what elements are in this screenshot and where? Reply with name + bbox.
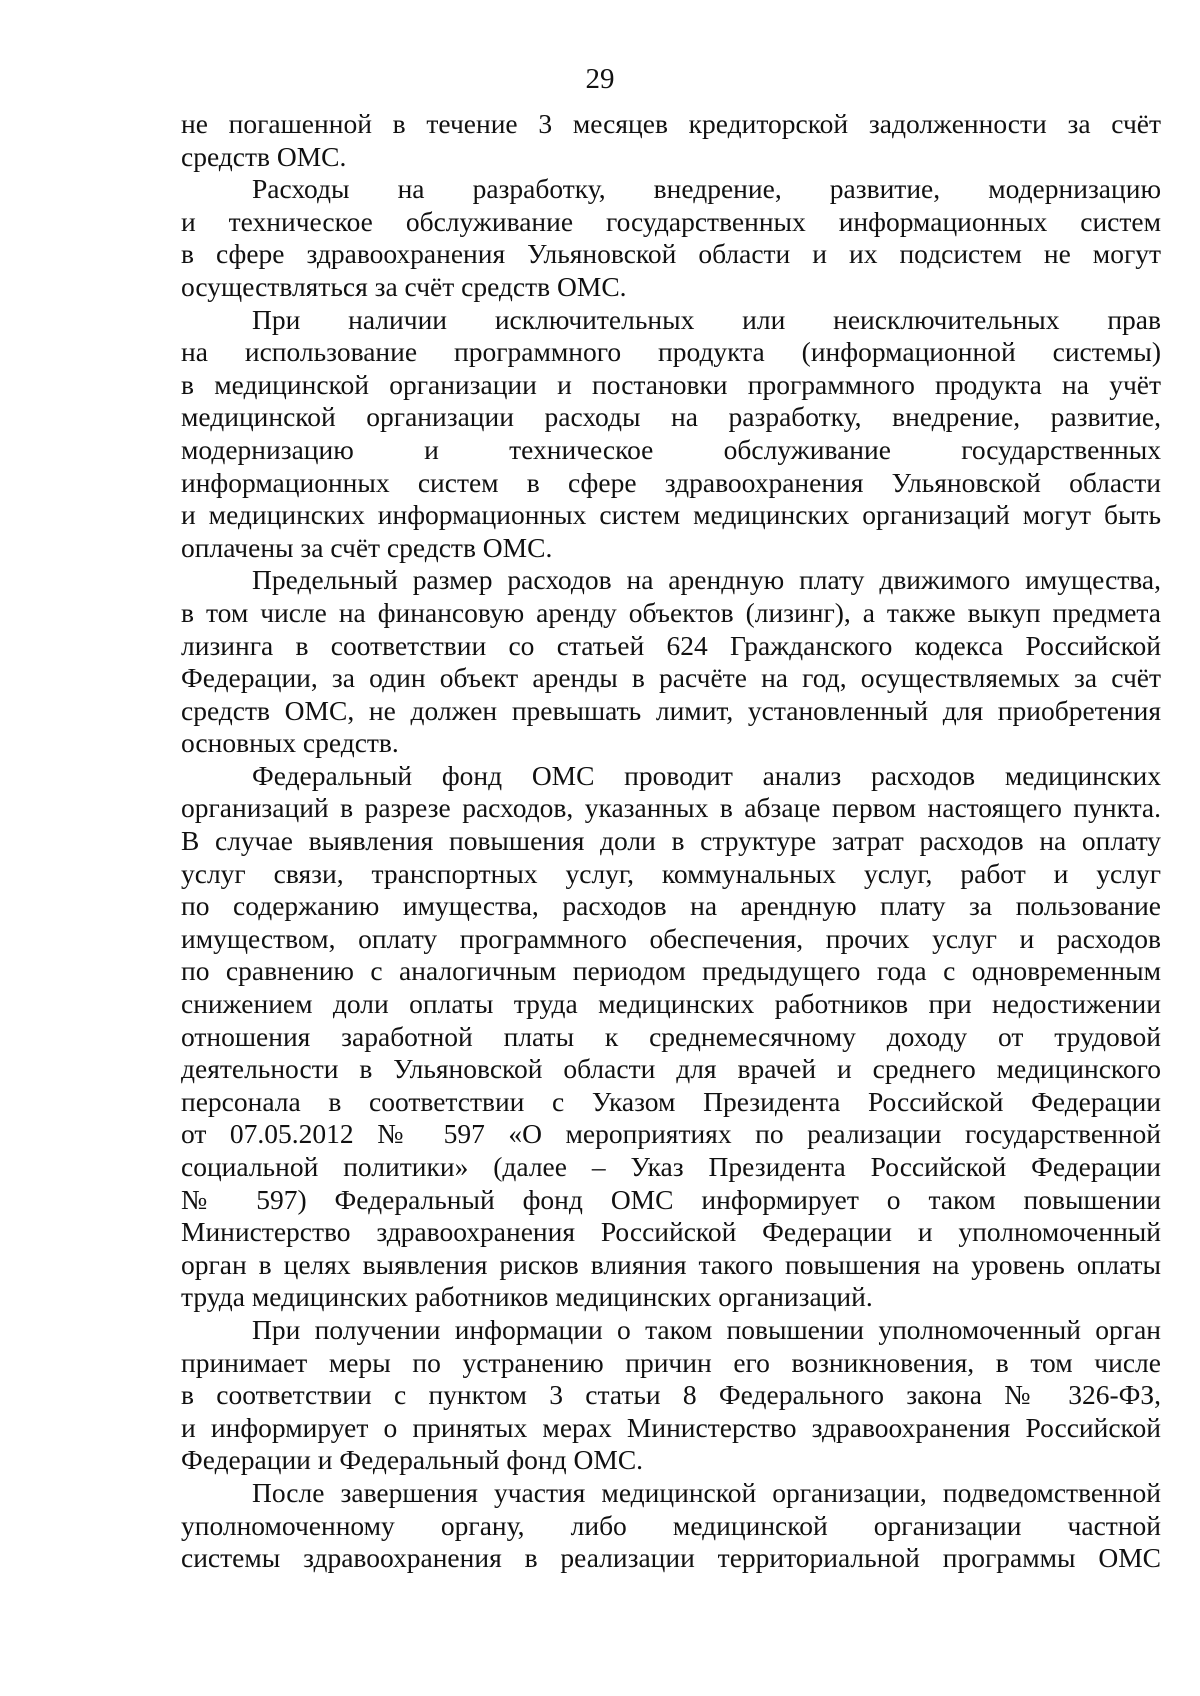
- paragraph: [181, 564, 1161, 760]
- text-line: и техническое обслуживание государственных информационных систем: [181, 205, 1161, 237]
- text-line: основных средств.: [181, 727, 399, 759]
- text-line: Федерации и Федеральный фонд ОМС.: [181, 1444, 644, 1476]
- text-line: деятельности в Ульяновской области для врачей и среднего медицинского: [181, 1053, 1161, 1085]
- text-line: орган в целях выявления рисков влияния такого повышения на уровень оплаты: [181, 1248, 1161, 1280]
- text-line: Федерации, за один объект аренды в расчёте на год, осуществляемых за счёт: [181, 662, 1161, 694]
- text-line: № 597) Федеральный фонд ОМС информирует о таком повышении: [181, 1183, 1161, 1215]
- text-line: снижением доли оплаты труда медицинских работников при недостижении: [181, 988, 1161, 1020]
- text-line: в том числе на финансовую аренду объектов (лизинг), а также выкуп предмета: [181, 596, 1161, 628]
- paragraph: [181, 1314, 1161, 1477]
- text-line: и информирует о принятых мерах Министерство здравоохранения Российской: [181, 1411, 1161, 1443]
- text-line: лизинга в соответствии со статьей 624 Гражданского кодекса Российской: [181, 629, 1161, 661]
- text-line: системы здравоохранения в реализации территориальной программы ОМС: [181, 1542, 1161, 1574]
- text-line: При наличии исключительных или неисключительных прав: [252, 303, 1161, 335]
- text-line: услуг связи, транспортных услуг, коммунальных услуг, работ и услуг: [181, 857, 1161, 889]
- text-line: осуществляться за счёт средств ОМС.: [181, 270, 627, 302]
- text-line: средств ОМС.: [181, 140, 347, 172]
- text-line: социальной политики» (далее – Указ Президента Российской Федерации: [181, 1151, 1161, 1182]
- text-line: Предельный размер расходов на арендную плату движимого имущества,: [252, 564, 1161, 596]
- text-line: уполномоченному органу, либо медицинской организации частной: [181, 1509, 1161, 1541]
- text-line: средств ОМС, не должен превышать лимит, установленный для приобретения: [181, 694, 1161, 726]
- text-line: от 07.05.2012 № 597 «О мероприятиях по реализации государственной: [181, 1118, 1161, 1150]
- text-line: по сравнению с аналогичным периодом предыдущего года с одновременным: [181, 955, 1161, 987]
- text-line: труда медицинских работников медицинских организаций.: [181, 1281, 873, 1313]
- text-line: на использование программного продукта (информационной системы): [181, 336, 1161, 368]
- text-line: не погашенной в течение 3 месяцев кредиторской задолженности за счёт: [181, 108, 1161, 139]
- text-line: модернизацию и техническое обслуживание государственных: [181, 433, 1161, 465]
- text-line: оплачены за счёт средств ОМС.: [181, 531, 553, 563]
- paragraph: [181, 760, 1161, 1314]
- paragraph: [181, 108, 1161, 173]
- text-line: в соответствии с пунктом 3 статьи 8 Федерального закона № 326-ФЗ,: [181, 1379, 1161, 1411]
- paragraph: [181, 173, 1161, 303]
- text-line: по содержанию имущества, расходов на арендную плату за пользование: [181, 890, 1161, 922]
- text-line: Федеральный фонд ОМС проводит анализ расходов медицинских: [252, 759, 1161, 791]
- document-body: [181, 108, 1161, 1575]
- text-line: и медицинских информационных систем медицинских организаций могут быть: [181, 499, 1161, 531]
- text-line: в медицинской организации и постановки программного продукта на учёт: [181, 368, 1161, 400]
- text-line: принимает меры по устранению причин его возникновения, в том числе: [181, 1346, 1161, 1378]
- text-line: медицинской организации расходы на разработку, внедрение, развитие,: [181, 401, 1161, 433]
- text-line: Расходы на разработку, внедрение, развитие, модернизацию: [252, 173, 1161, 205]
- text-line: В случае выявления повышения доли в структуре затрат расходов на оплату: [181, 825, 1161, 857]
- text-line: имуществом, оплату программного обеспечения, прочих услуг и расходов: [181, 922, 1161, 954]
- page-number: 29: [585, 63, 615, 95]
- text-line: в сфере здравоохранения Ульяновской области и их подсистем не могут: [181, 238, 1161, 270]
- paragraph: [181, 1477, 1161, 1575]
- text-line: организаций в разрезе расходов, указанных в абзаце первом настоящего пункта.: [181, 792, 1161, 824]
- paragraph: [181, 304, 1161, 565]
- text-line: После завершения участия медицинской организации, подведомственной: [252, 1476, 1161, 1508]
- text-line: информационных систем в сфере здравоохранения Ульяновской области: [181, 466, 1161, 498]
- text-line: При получении информации о таком повышении уполномоченный орган: [252, 1313, 1161, 1345]
- text-line: Министерство здравоохранения Российской Федерации и уполномоченный: [181, 1216, 1161, 1248]
- text-line: отношения заработной платы к среднемесячному доходу от трудовой: [181, 1020, 1161, 1052]
- text-line: персонала в соответствии с Указом Президента Российской Федерации: [181, 1085, 1161, 1117]
